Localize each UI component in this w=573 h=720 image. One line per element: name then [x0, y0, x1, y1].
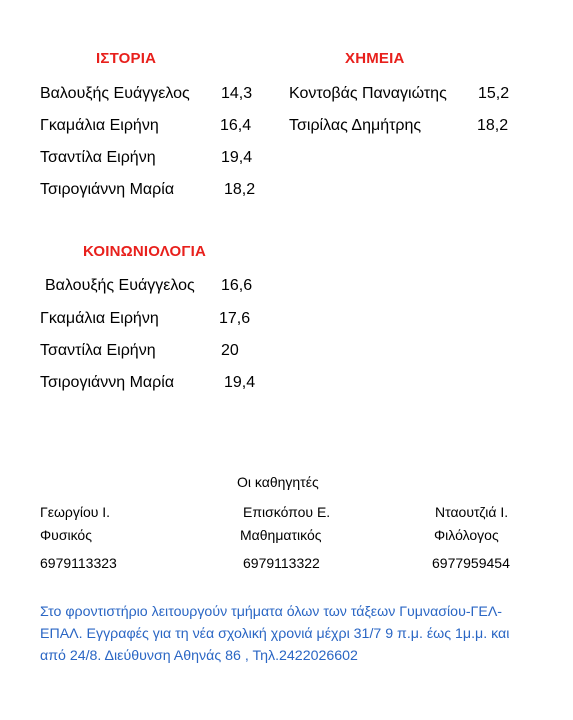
sociology-entry-1-name: Βαλουξής Ευάγγελος [45, 277, 195, 294]
teacher-1-name: Γεωργίου Ι. [40, 504, 111, 520]
history-entry-2-name: Γκαμάλια Ειρήνη [40, 117, 159, 134]
sociology-entry-4-name: Τσιρογιάννη Μαρία [40, 374, 175, 391]
chemistry-entry-1-name: Κοντοβάς Παναγιώτης [289, 85, 447, 102]
teacher-1-phone: 6979113323 [40, 555, 117, 571]
sociology-entry-1-score: 16,6 [221, 277, 253, 294]
sociology-entry-4-score: 19,4 [224, 374, 256, 391]
history-entry-1-score: 14,3 [221, 85, 253, 102]
chemistry-entry-2-name: Τσιρίλας Δημήτρης [289, 117, 422, 134]
teacher-2-phone: 6979113322 [243, 555, 320, 571]
chemistry-entry-2-score: 18,2 [477, 117, 509, 134]
teacher-2-role: Μαθηματικός [240, 527, 322, 543]
history-entry-3-score: 19,4 [221, 149, 253, 166]
history-heading: ΙΣΤΟΡΙΑ [96, 50, 157, 67]
sociology-entry-3-score: 20 [221, 342, 239, 359]
history-entry-4-name: Τσιρογιάννη Μαρία [40, 181, 175, 198]
teacher-3-name: Νταουτζιά Ι. [435, 504, 509, 520]
history-entry-1-name: Βαλουξής Ευάγγελος [40, 85, 190, 102]
chemistry-heading: ΧΗΜΕΙΑ [345, 50, 405, 67]
teacher-3-role: Φιλόλογος [434, 527, 499, 543]
teachers-heading: Οι καθηγητές [237, 474, 319, 490]
sociology-entry-2-name: Γκαμάλια Ειρήνη [40, 310, 159, 327]
sociology-entry-2-score: 17,6 [219, 310, 251, 327]
history-entry-2-score: 16,4 [220, 117, 252, 134]
chemistry-entry-1-score: 15,2 [478, 85, 510, 102]
sociology-heading: ΚΟΙΝΩΝΙΟΛΟΓΙΑ [83, 243, 206, 260]
teacher-3-phone: 6977959454 [432, 555, 510, 571]
teacher-1-role: Φυσικός [40, 527, 92, 543]
history-entry-4-score: 18,2 [224, 181, 256, 198]
sociology-entry-3-name: Τσαντίλα Ειρήνη [40, 342, 156, 359]
history-entry-3-name: Τσαντίλα Ειρήνη [40, 149, 156, 166]
teacher-2-name: Επισκόπου Ε. [243, 504, 331, 520]
footer-notice: Στο φροντιστήριο λειτουργούν τμήματα όλων των τάξεων Γυμνασίου-ΓΕΛ-ΕΠΑΛ. Εγγραφές για τη νέα σχολική χρονιά μέχρι 31/7 9 π.μ. έως 1μ.μ. και από 24/8. Διεύθυνση Αθηνάς 86 , Τηλ.2422026602 [40, 604, 510, 664]
